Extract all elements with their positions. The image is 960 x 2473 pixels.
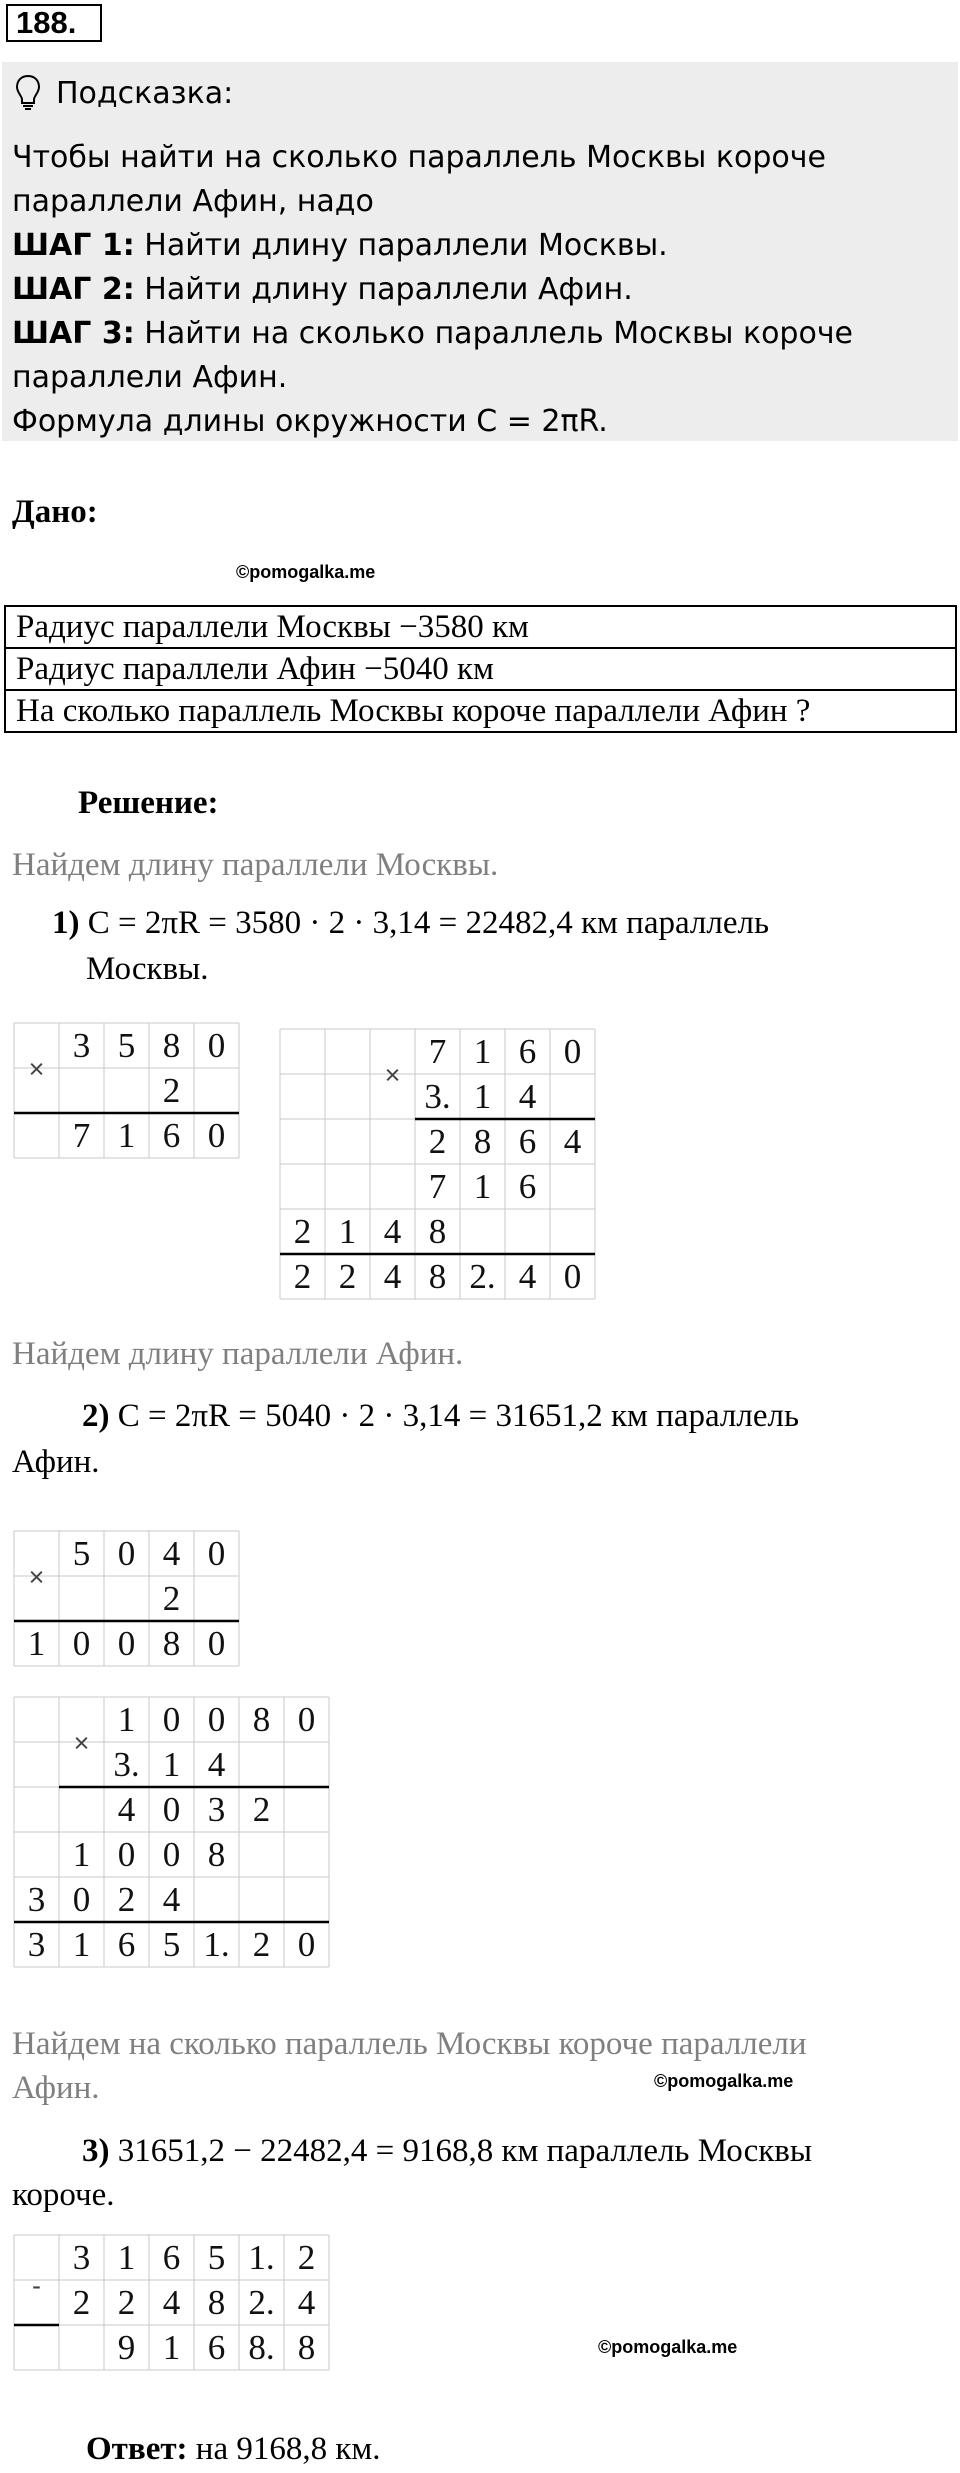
digit: 3 bbox=[72, 2237, 91, 2277]
step-2-label: ШАГ 2: bbox=[12, 272, 135, 307]
operator-sign: × bbox=[28, 1561, 45, 1592]
digit: 0 bbox=[207, 1533, 226, 1573]
digit: 8 bbox=[428, 1211, 447, 1251]
digit: 1 bbox=[473, 1076, 492, 1116]
problem-number: 188. bbox=[6, 4, 102, 42]
digit: 4 bbox=[383, 1211, 402, 1251]
digit: 0 bbox=[207, 1025, 226, 1065]
step-1-text: Найти длину параллели Москвы. bbox=[134, 228, 668, 263]
digit: 2 bbox=[117, 1879, 136, 1919]
calc-multiply-7160-by-3.14 bbox=[279, 1028, 596, 1300]
digit: 2 bbox=[293, 1211, 312, 1251]
digit: 0 bbox=[563, 1256, 582, 1296]
answer-text: на 9168,8 км. bbox=[187, 2431, 381, 2467]
digit: 1 bbox=[117, 2237, 136, 2277]
digit: 3 bbox=[72, 1025, 91, 1065]
step-2-text: Найти длину параллели Афин. bbox=[134, 272, 633, 307]
hint-step-3 bbox=[12, 312, 853, 356]
digit: 6 bbox=[518, 1121, 537, 1161]
digit: 0 bbox=[162, 1789, 181, 1829]
digit: 6 bbox=[162, 1115, 181, 1155]
digit: 1 bbox=[27, 1623, 46, 1663]
digit: 6 bbox=[518, 1031, 537, 1071]
digit: 2 bbox=[162, 1578, 181, 1618]
operator-sign: - bbox=[32, 2270, 41, 2301]
digit: 1 bbox=[473, 1166, 492, 1206]
digit: 1. bbox=[203, 1924, 230, 1964]
digit: 2 bbox=[117, 2282, 136, 2322]
part1-intro: Найдем длину параллели Москвы. bbox=[12, 847, 499, 883]
digit: 2. bbox=[248, 2282, 275, 2322]
part2-intro: Найдем длину параллели Афин. bbox=[12, 1336, 464, 1372]
digit: 3. bbox=[113, 1744, 140, 1784]
operator-sign: × bbox=[384, 1059, 401, 1090]
digit: 4 bbox=[207, 1744, 226, 1784]
digit: 3 bbox=[27, 1879, 46, 1919]
digit: 8 bbox=[252, 1699, 271, 1739]
digit: 3 bbox=[27, 1924, 46, 1964]
digit: 2 bbox=[297, 2237, 316, 2277]
calc-subtract bbox=[13, 2234, 330, 2371]
part3-formula-line bbox=[82, 2128, 812, 2174]
digit: 0 bbox=[117, 1623, 136, 1663]
digit: 4 bbox=[162, 1533, 181, 1573]
hint-step-1 bbox=[12, 224, 668, 268]
digit: 3 bbox=[207, 1789, 226, 1829]
digit: 0 bbox=[162, 1699, 181, 1739]
digit: 0 bbox=[297, 1924, 316, 1964]
hint-step-2 bbox=[12, 268, 633, 312]
digit: 2 bbox=[293, 1256, 312, 1296]
part1-label: 1) bbox=[52, 905, 80, 941]
digit: 1 bbox=[162, 2327, 181, 2367]
digit: 1 bbox=[473, 1031, 492, 1071]
digit: 0 bbox=[207, 1699, 226, 1739]
given-row-2: Радиус параллели Афин −5040 км bbox=[5, 648, 956, 690]
given-row-1: Радиус параллели Москвы −3580 км bbox=[5, 606, 956, 648]
given-row-3: На сколько параллель Москвы короче параллели Афин ? bbox=[5, 690, 956, 732]
digit: 7 bbox=[428, 1031, 447, 1071]
step-1-label: ШАГ 1: bbox=[12, 228, 135, 263]
part3-formula: 31651,2 − 22482,4 = 9168,8 км параллель Москвы bbox=[117, 2133, 813, 2169]
digit: 0 bbox=[72, 1623, 91, 1663]
digit: 2 bbox=[162, 1070, 181, 1110]
part1-formula-line bbox=[52, 900, 769, 946]
digit: 9 bbox=[117, 2327, 136, 2367]
digit: 8 bbox=[473, 1121, 492, 1161]
calc-multiply-10080-by-3.14 bbox=[13, 1696, 330, 1968]
calc-multiply-5040-by-2 bbox=[13, 1530, 240, 1667]
digit: 7 bbox=[428, 1166, 447, 1206]
part1-cont: Москвы. bbox=[86, 951, 209, 987]
part2-formula: C = 2πR = 5040 · 2 · 3,14 = 31651,2 км параллель bbox=[117, 1398, 800, 1434]
part2-label: 2) bbox=[82, 1398, 110, 1434]
digit: 0 bbox=[207, 1115, 226, 1155]
digit: 8 bbox=[207, 2282, 226, 2322]
watermark: ©pomogalka.me bbox=[236, 562, 376, 582]
answer-label: Ответ: bbox=[86, 2431, 188, 2467]
part2-formula-line bbox=[82, 1393, 799, 1439]
step-3-label: ШАГ 3: bbox=[12, 316, 135, 351]
digit: 8 bbox=[207, 1834, 226, 1874]
part3-label: 3) bbox=[82, 2133, 110, 2169]
digit: 5 bbox=[207, 2237, 226, 2277]
digit: 6 bbox=[162, 2237, 181, 2277]
hint-line-2: параллели Афин, надо bbox=[12, 184, 374, 219]
digit: 0 bbox=[297, 1699, 316, 1739]
lightbulb-icon bbox=[14, 70, 42, 114]
given-table bbox=[4, 605, 957, 733]
digit: 0 bbox=[207, 1623, 226, 1663]
digit: 5 bbox=[117, 1025, 136, 1065]
part1-formula: C = 2πR = 3580 · 2 · 3,14 = 22482,4 км параллель bbox=[87, 905, 770, 941]
digit: 5 bbox=[72, 1533, 91, 1573]
digit: 0 bbox=[117, 1834, 136, 1874]
hint-line-1: Чтобы найти на сколько параллель Москвы короче bbox=[12, 140, 826, 175]
digit: 8 bbox=[162, 1025, 181, 1065]
digit: 1 bbox=[162, 1744, 181, 1784]
digit: 4 bbox=[518, 1256, 537, 1296]
digit: 0 bbox=[117, 1533, 136, 1573]
digit: 4 bbox=[117, 1789, 136, 1829]
digit: 7 bbox=[72, 1115, 91, 1155]
part2-cont: Афин. bbox=[12, 1444, 100, 1480]
part3-intro-1: Найдем на сколько параллель Москвы короче параллели bbox=[12, 2026, 807, 2062]
digit: 1 bbox=[338, 1211, 357, 1251]
calc-multiply-3580-by-2 bbox=[13, 1022, 240, 1159]
digit: 2 bbox=[72, 2282, 91, 2322]
operator-sign: × bbox=[28, 1053, 45, 1084]
part3-intro-2: Афин. bbox=[12, 2070, 100, 2106]
digit: 4 bbox=[383, 1256, 402, 1296]
digit: 2. bbox=[469, 1256, 496, 1296]
hint-title: Подсказка: bbox=[56, 76, 234, 111]
digit: 8. bbox=[248, 2327, 275, 2367]
given-title: Дано: bbox=[12, 494, 98, 530]
digit: 1 bbox=[117, 1115, 136, 1155]
digit: 6 bbox=[207, 2327, 226, 2367]
step-3-text: Найти на сколько параллель Москвы короче bbox=[134, 316, 854, 351]
digit: 2 bbox=[428, 1121, 447, 1161]
digit: 2 bbox=[252, 1924, 271, 1964]
digit: 2 bbox=[252, 1789, 271, 1829]
digit: 0 bbox=[563, 1031, 582, 1071]
digit: 0 bbox=[72, 1879, 91, 1919]
digit: 4 bbox=[297, 2282, 316, 2322]
hint-formula: Формула длины окружности C = 2πR. bbox=[12, 404, 608, 439]
digit: 6 bbox=[117, 1924, 136, 1964]
digit: 4 bbox=[162, 2282, 181, 2322]
digit: 0 bbox=[162, 1834, 181, 1874]
digit: 3. bbox=[424, 1076, 451, 1116]
digit: 1. bbox=[248, 2237, 275, 2277]
hint-step-3-cont: параллели Афин. bbox=[12, 360, 288, 395]
solution-title: Решение: bbox=[78, 785, 219, 821]
digit: 8 bbox=[428, 1256, 447, 1296]
digit: 1 bbox=[72, 1834, 91, 1874]
answer-line bbox=[86, 2426, 381, 2472]
digit: 8 bbox=[297, 2327, 316, 2367]
operator-sign: × bbox=[73, 1727, 90, 1758]
digit: 8 bbox=[162, 1623, 181, 1663]
watermark: ©pomogalka.me bbox=[654, 2071, 794, 2091]
part3-cont: короче. bbox=[12, 2177, 115, 2213]
digit: 5 bbox=[162, 1924, 181, 1964]
digit: 4 bbox=[518, 1076, 537, 1116]
digit: 6 bbox=[518, 1166, 537, 1206]
digit: 4 bbox=[563, 1121, 582, 1161]
digit: 1 bbox=[117, 1699, 136, 1739]
digit: 4 bbox=[162, 1879, 181, 1919]
digit: 1 bbox=[72, 1924, 91, 1964]
digit: 2 bbox=[338, 1256, 357, 1296]
watermark: ©pomogalka.me bbox=[598, 2337, 738, 2357]
